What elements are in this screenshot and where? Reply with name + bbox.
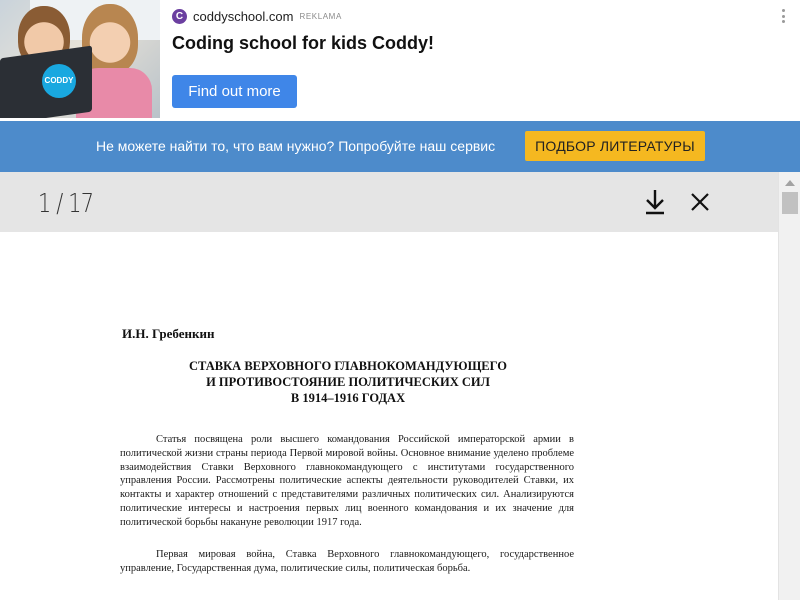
find-out-more-button[interactable]: Find out more bbox=[172, 75, 297, 108]
document-title-line: В 1914–1916 ГОДАХ bbox=[290, 391, 406, 405]
document-title-line: СТАВКА ВЕРХОВНОГО ГЛАВНОКОМАНДУЮЩЕГО bbox=[189, 359, 507, 373]
ad-domain[interactable]: coddyschool.com bbox=[193, 8, 294, 24]
scrollbar[interactable] bbox=[778, 172, 800, 600]
download-icon[interactable] bbox=[643, 188, 667, 216]
ad-title[interactable]: Coding school for kids Coddy! bbox=[172, 33, 434, 53]
scroll-up-arrow-icon[interactable] bbox=[785, 180, 795, 186]
ad-banner[interactable] bbox=[0, 0, 800, 121]
viewer-toolbar bbox=[0, 172, 778, 232]
scroll-thumb[interactable] bbox=[782, 192, 798, 214]
service-banner bbox=[0, 121, 800, 172]
ad-label: REKLAMA bbox=[299, 11, 342, 21]
document-page bbox=[0, 232, 778, 600]
page-counter: 1 / 17 bbox=[38, 189, 94, 219]
service-banner-text: Не можете найти то, что вам нужно? Попробуйте наш сервис bbox=[96, 138, 496, 154]
document-keywords: Первая мировая война, Ставка Верховного главнокомандующего, государственное управление, Государственная дума, политические силы, политическая борьба. bbox=[120, 549, 574, 574]
coddy-brand-icon: C bbox=[172, 9, 187, 24]
more-options-icon[interactable] bbox=[776, 7, 790, 25]
document-author: И.Н. Гребенкин bbox=[122, 326, 215, 341]
literature-selection-button[interactable]: ПОДБОР ЛИТЕРАТУРЫ bbox=[525, 131, 705, 161]
document-title-line: И ПРОТИВОСТОЯНИЕ ПОЛИТИЧЕСКИХ СИЛ bbox=[206, 375, 490, 389]
document-title bbox=[122, 358, 574, 406]
ad-brand[interactable] bbox=[172, 7, 342, 25]
close-icon[interactable] bbox=[688, 190, 712, 214]
abstract-paragraph: Статья посвящена роли высшего командования Российской императорской армии в политической жизни страны периода Первой мировой войны. Основное внимание уделено проблеме взаимодействия Ставки Верховного главнокомандующего с институтами государственного управления России. Рассмотрены политические аспекты деятельности руководителей Ставки, их контакты и характер отношений с представителями различных политических сил. Анализируются политические интересы и настроения первых лиц военного командования и их значение для политической борьбы накануне революции 1917 года. bbox=[120, 434, 574, 528]
document-abstract bbox=[120, 433, 574, 530]
ad-photo[interactable] bbox=[0, 0, 160, 118]
coddy-logo: CODDY bbox=[42, 64, 76, 98]
